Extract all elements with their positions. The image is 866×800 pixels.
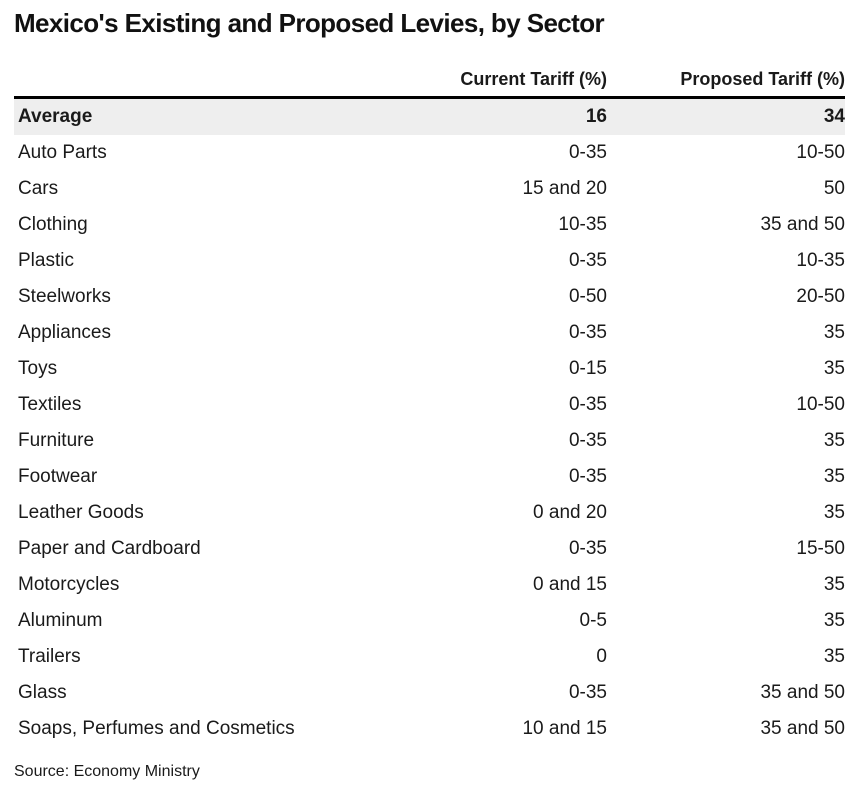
table-row [14, 243, 845, 279]
sector-cell: Cars [18, 178, 59, 199]
sector-cell: Soaps, Perfumes and Cosmetics [18, 718, 295, 739]
current-tariff-cell: 0 and 20 [533, 502, 607, 523]
proposed-tariff-cell: 35 [823, 430, 845, 451]
current-tariff-cell: 0 [596, 646, 607, 667]
proposed-tariff-cell: 35 [823, 610, 845, 631]
current-tariff-cell: 0-35 [568, 430, 607, 451]
proposed-tariff-cell: 10-35 [796, 250, 845, 271]
proposed-tariff-cell: 35 [823, 466, 845, 487]
proposed-tariff-cell: 35 and 50 [760, 214, 845, 235]
current-tariff-cell: 0-35 [568, 538, 607, 559]
average-sector-cell: Average [18, 106, 93, 127]
chart-title: Mexico's Existing and Proposed Levies, by Sector [14, 8, 605, 38]
table-row [14, 423, 845, 459]
table-row [14, 207, 845, 243]
sector-cell: Textiles [18, 394, 82, 415]
proposed-tariff-cell: 10-50 [796, 394, 845, 415]
sector-cell: Toys [18, 358, 58, 379]
sector-cell: Appliances [18, 322, 111, 343]
table-body [14, 135, 845, 747]
proposed-tariff-cell: 35 [823, 358, 845, 379]
table-row [14, 711, 845, 747]
current-tariff-cell: 0-35 [568, 322, 607, 343]
proposed-tariff-cell: 50 [823, 178, 845, 199]
average-current-cell: 16 [585, 106, 607, 127]
header-proposed-tariff: Proposed Tariff (%) [680, 69, 845, 89]
current-tariff-cell: 0-35 [568, 466, 607, 487]
table-row [14, 351, 845, 387]
sector-cell: Leather Goods [18, 502, 144, 523]
tariff-table [14, 62, 845, 747]
sector-cell: Steelworks [18, 286, 111, 307]
table-row [14, 387, 845, 423]
average-row [14, 99, 845, 135]
current-tariff-cell: 10 and 15 [522, 718, 607, 739]
table-row [14, 675, 845, 711]
proposed-tariff-cell: 35 and 50 [760, 682, 845, 703]
sector-cell: Glass [18, 682, 67, 703]
header-current-tariff: Current Tariff (%) [460, 69, 607, 89]
sector-cell: Footwear [18, 466, 98, 487]
proposed-tariff-cell: 15-50 [796, 538, 845, 559]
table-row [14, 171, 845, 207]
current-tariff-cell: 0 and 15 [533, 574, 607, 595]
table-row [14, 495, 845, 531]
proposed-tariff-cell: 20-50 [796, 286, 845, 307]
sector-cell: Clothing [18, 214, 88, 235]
current-tariff-cell: 0-50 [568, 286, 607, 307]
sector-cell: Plastic [18, 250, 74, 271]
table-row [14, 567, 845, 603]
sector-cell: Paper and Cardboard [18, 538, 201, 559]
proposed-tariff-cell: 10-50 [796, 142, 845, 163]
table-row [14, 459, 845, 495]
current-tariff-cell: 10-35 [558, 214, 607, 235]
proposed-tariff-cell: 35 [823, 502, 845, 523]
proposed-tariff-cell: 35 [823, 574, 845, 595]
average-proposed-cell: 34 [823, 106, 845, 127]
sector-cell: Trailers [18, 646, 81, 667]
current-tariff-cell: 0-35 [568, 394, 607, 415]
sector-cell: Motorcycles [18, 574, 120, 595]
table-row [14, 279, 845, 315]
current-tariff-cell: 0-35 [568, 142, 607, 163]
table-row [14, 531, 845, 567]
current-tariff-cell: 0-35 [568, 682, 607, 703]
table-row [14, 315, 845, 351]
proposed-tariff-cell: 35 and 50 [760, 718, 845, 739]
sector-cell: Furniture [18, 430, 95, 451]
current-tariff-cell: 0-5 [579, 610, 607, 631]
proposed-tariff-cell: 35 [823, 646, 845, 667]
current-tariff-cell: 0-35 [568, 250, 607, 271]
current-tariff-cell: 0-15 [568, 358, 607, 379]
current-tariff-cell: 15 and 20 [522, 178, 607, 199]
table-row [14, 135, 845, 171]
sector-cell: Auto Parts [18, 142, 107, 163]
table-row [14, 639, 845, 675]
proposed-tariff-cell: 35 [823, 322, 845, 343]
table-header [14, 62, 845, 99]
table-row [14, 603, 845, 639]
source-note: Source: Economy Ministry [14, 763, 200, 780]
sector-cell: Aluminum [18, 610, 103, 631]
